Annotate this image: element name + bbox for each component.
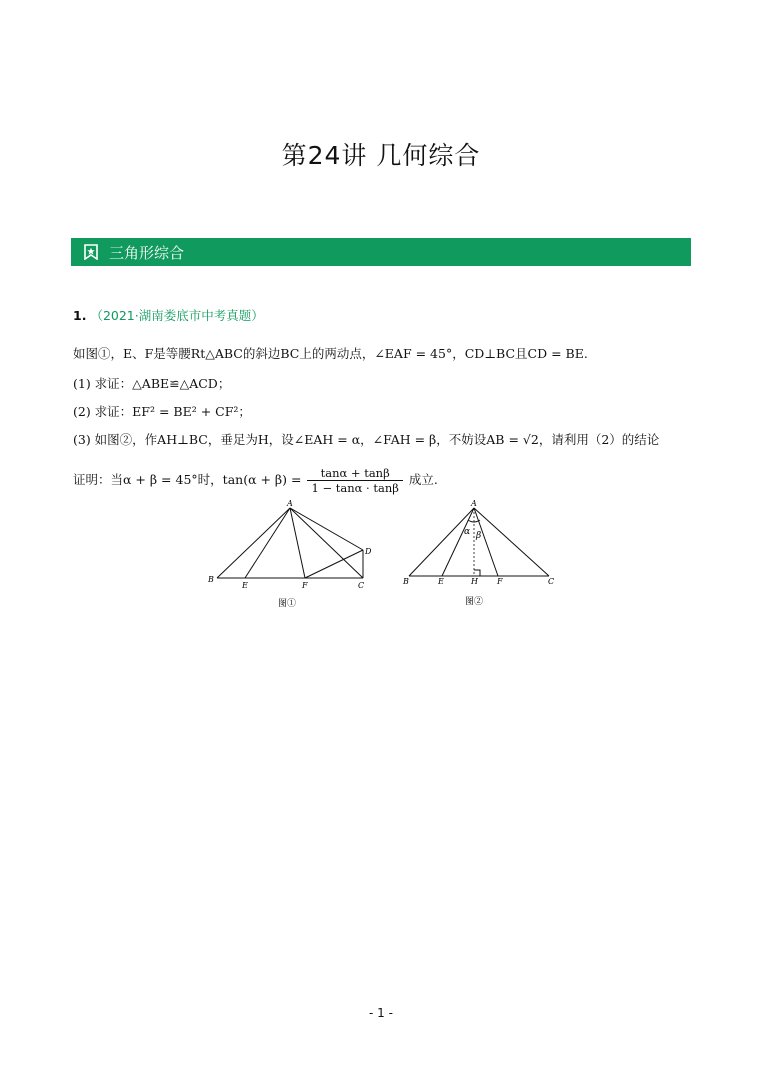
question-statement: 如图①，E、F是等腰Rt△ABC的斜边BC上的两动点，∠EAF = 45°，CD⊥BC且CD = BE. (73, 346, 588, 361)
section-banner (71, 238, 691, 266)
fig1-label-d: D (365, 547, 372, 556)
question-part-1: (1) 求证：△ABE≌△ACD； (73, 376, 231, 391)
fig2-label-alpha: α (464, 527, 471, 537)
bookmark-star-icon (83, 244, 99, 260)
fraction-denominator: 1 − tanα · tanβ (311, 481, 399, 495)
fig2-label-c: C (548, 577, 555, 586)
section-label: 三角形综合 (109, 243, 185, 262)
fraction-numerator: tanα + tanβ (307, 466, 402, 481)
fig2-label-b: B (403, 577, 409, 586)
figure-1 (205, 498, 380, 627)
question-header (73, 306, 264, 324)
formula-suffix: 成立. (408, 472, 438, 487)
formula-fraction (307, 466, 402, 495)
page-title: 第24讲 几何综合 (281, 141, 481, 170)
fig2-label-beta: β (476, 531, 482, 541)
fig1-label-a: A (287, 499, 293, 508)
fig1-label-b: B (208, 575, 214, 584)
fig1-label-c: C (358, 581, 365, 590)
figure-1-caption: 图① (278, 599, 297, 609)
question-number: 1. (73, 308, 87, 323)
fig1-label-f: F (302, 581, 308, 590)
question-source: （2021·湖南娄底市中考真题） (90, 308, 264, 323)
question-part-3: (3) 如图②，作AH⊥BC，垂足为H，设∠EAH = α，∠FAH = β，不妨设AB = √2，请利用（2）的结论 (73, 432, 660, 447)
fig2-label-a: A (471, 499, 477, 508)
figure-2 (402, 498, 567, 617)
fig2-label-h: H (471, 577, 478, 586)
page-number: - 1 - (369, 1006, 393, 1020)
figure-1-diagram (205, 498, 380, 623)
fig2-label-e: E (438, 577, 444, 586)
figure-2-diagram (402, 498, 567, 613)
formula-prefix: 证明：当α + β = 45°时，tan(α + β) = (73, 472, 302, 487)
fig2-label-f: F (497, 577, 503, 586)
question-part-3-continued (73, 466, 438, 495)
question-part-2: (2) 求证：EF² = BE² + CF²； (73, 404, 251, 419)
figure-2-caption: 图② (465, 597, 484, 607)
fig1-label-e: E (242, 581, 248, 590)
